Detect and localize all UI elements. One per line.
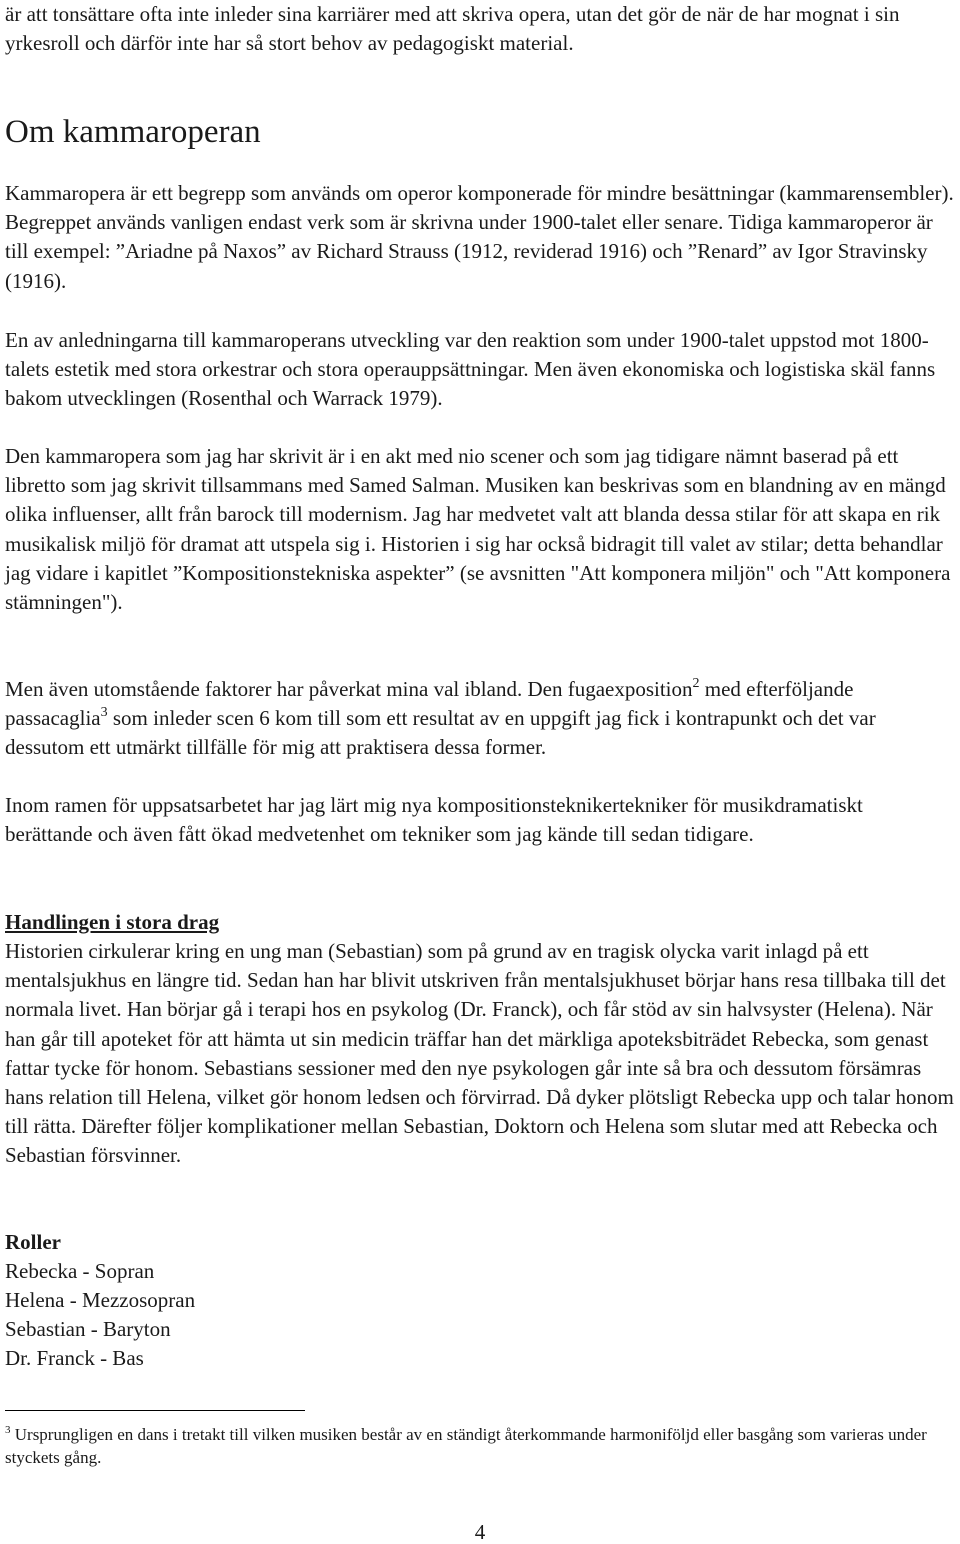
section-heading-kammaroperan: Om kammaroperan <box>5 114 261 150</box>
paragraph-plot: Historien cirkulerar kring en ung man (Sebastian) som på grund av en tragisk olycka varit inlagd på ett mentalsjukhus en längre tid. Sedan han har blivit utskriven från mentalsjukhuset börjar hans resa tillbaka till det normala livet. Han börjar gå i terapi hos en psykolog (Dr. Franck), och får stöd av sin halvsyster (Helena). När han går till apoteket för att hämta ut sin medicin träffar han det märkliga apoteksbiträdet Rebecka, som genast fattar tycke för honom. Sebastians sessioner med den nye psykologen går inte så bra och dessutom försämras hans relation till Helena, vilket gör honom ledsen och förvirrad. Då dyker plötsligt Rebecka upp och talar honom till rätta. Därefter följer komplikationer mellan Sebastian, Doktorn och Helena som slutar med att Rebecka och Sebastian försvinner. <box>5 939 954 1168</box>
role-item: Rebecka - Sopran <box>5 1259 155 1283</box>
paragraph-learning: Inom ramen för uppsatsarbetet har jag lärt mig nya kompositionsteknikertekniker för musikdramatiskt berättande och även fått ökad medvetenhet om tekniker som jag kände till sedan tidigare. <box>5 793 863 847</box>
section-heading-handlingen: Handlingen i stora drag <box>5 910 220 934</box>
role-item: Dr. Franck - Bas <box>5 1346 144 1370</box>
footnote-text: Ursprungligen en dans i tretakt till vilken musiken består av en ständigt återkommande harmoniföljd eller basgång som varieras under styckets gång. <box>5 1425 927 1467</box>
footnote-separator <box>5 1410 305 1411</box>
footnote-marker: 3 <box>5 1424 11 1436</box>
paragraph-kammaropera-definition: Kammaropera är ett begrepp som används om operor komponerade för mindre besättningar (kammarensembler). Begreppet används vanligen endast verk som är skrivna under 1900-talet eller senare. Tidiga kammaroperor är till exempel: ”Ariadne på Naxos” av Richard Strauss (1912, reviderad 1916) och ”Renard” av Igor Stravinsky (1916). <box>5 181 954 293</box>
paragraph-text-part: Men även utomstående faktorer har påverkat mina val ibland. Den fugaexposition <box>5 677 693 701</box>
role-item: Sebastian - Baryton <box>5 1317 171 1341</box>
paragraph-text-part: med efterföljande passacaglia <box>5 677 854 731</box>
paragraph-own-opera: Den kammaropera som jag har skrivit är i en akt med nio scener och som jag tidigare nämnt baserad på ett libretto som jag skrivit tillsammans med Samed Salman. Musiken kan beskrivas som en blandning av en mängd olika influenser, allt från barock till modernism. Jag har medvetet valt att blanda dessa stilar för att skapa en rik musikalisk miljö för dramat att utspela sig i. Historien i sig har också bidragit till valet av stilar; detta behandlar jag vidare i kapitlet ”Kompositionstekniska aspekter” (se avsnitten "Att komponera miljön" och "Att komponera stämningen"). <box>5 444 951 615</box>
paragraph-kammaropera-development: En av anledningarna till kammaroperans utveckling var den reaktion som under 1900-talet uppstod mot 1800-talets estetik med stora orkestrar och stora operauppsättningar. Men även ekonomiska och logistiska skäl fanns bakom utvecklingen (Rosenthal och Warrack 1979). <box>5 328 936 411</box>
paragraph-text-part: som inleder scen 6 kom till som ett resultat av en uppgift jag fick i kontrapunkt och det var dessutom ett utmärkt tillfälle för mig att praktisera dessa former. <box>5 706 876 760</box>
footnote-reference-2[interactable]: 2 <box>692 676 700 691</box>
section-heading-roller: Roller <box>5 1230 61 1254</box>
paragraph-external-factors <box>5 675 955 763</box>
page-number: 4 <box>474 1520 486 1544</box>
intro-paragraph: är att tonsättare ofta inte inleder sina karriärer med att skriva opera, utan det gör de när de har mognat i sin yrkesroll och därför inte har så stort behov av pedagogiskt material. <box>5 2 900 56</box>
footnote-3 <box>5 1423 955 1469</box>
footnote-reference-3[interactable]: 3 <box>100 705 108 721</box>
role-item: Helena - Mezzosopran <box>5 1288 196 1312</box>
